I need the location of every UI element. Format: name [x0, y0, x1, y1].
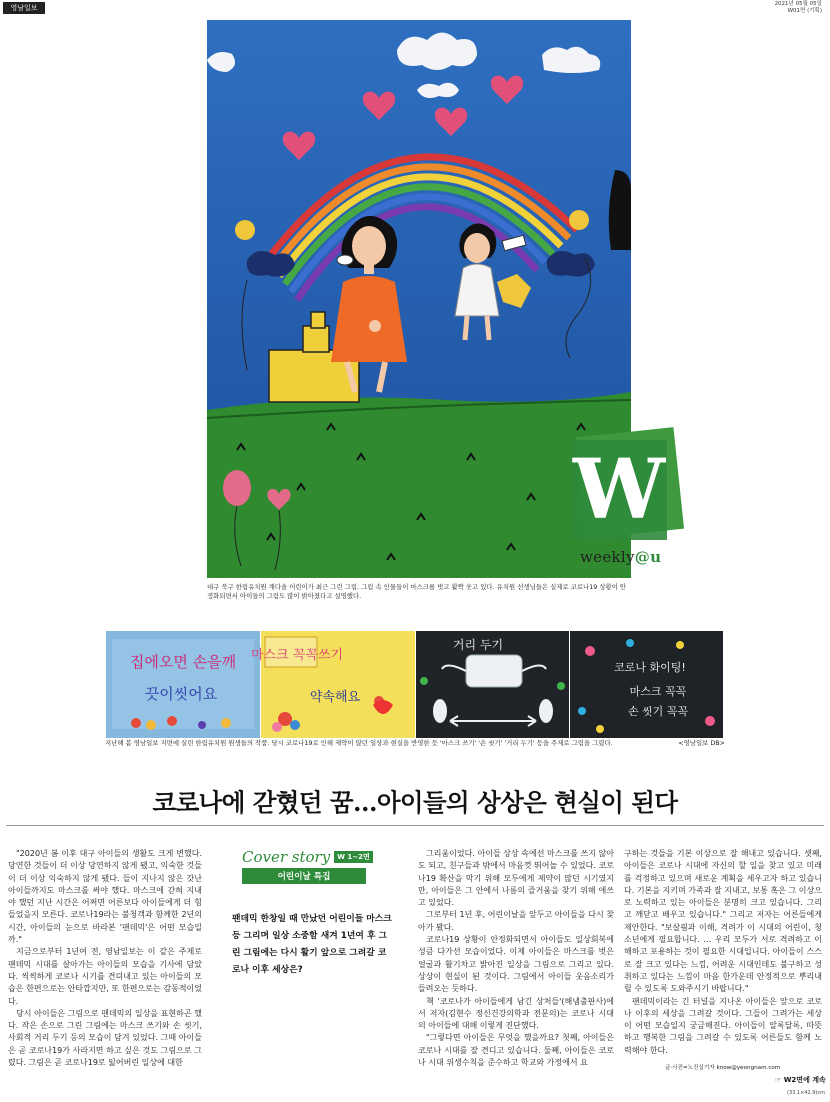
strip-caption: 지난해 봄 영남일보 지면에 실린 한림유치원 원생들의 작품. 당시 코로나19로 인해 제약이 많던 일상과 현실을 반영한 듯 '마스크 쓰기' '손 씻기' '거리 두기' 등을 주제로 그림을 그렸다. — [105, 739, 613, 747]
weekly-logo — [571, 428, 683, 550]
divider — [6, 825, 824, 826]
byline: 글·사진=노진실기자 know@yeongnam.com — [665, 1065, 781, 1071]
panel-distance-title: 거리 두기 — [452, 638, 504, 652]
headline: 코로나에 갇혔던 꿈…아이들의 상상은 현실이 된다 — [152, 788, 678, 817]
paragraph: 당시 아이들은 그림으로 팬데믹의 일상을 표현하곤 했다. 작은 손으로 그린 그림에는 마스크 쓰기와 손 씻기, 사회적 거리 두기 등의 모습이 담겨 있었다. 그때 아이들은 곧 코로나19가 사라지면 하고 싶은 것도 그림으로 그렸다. 그림은 곧 코로나19로 잃어버린 일상에 대한 — [8, 1008, 202, 1068]
lede: 팬데믹 한창일 때 만났던 어린이들 마스크 등 그리며 일상 소중함 새겨 1년여 후 그린 그림에는 다시 활기 앞으로 그려갈 코로나 이후 세상은? — [232, 914, 392, 975]
panel-fighting-line2: 마스크 꼭꼭 — [629, 685, 687, 698]
panel-fighting — [570, 631, 723, 738]
article-column-4 — [624, 848, 822, 1057]
dateline — [775, 1, 822, 15]
issue-date: 2021년 05월 05일 — [774, 1, 822, 7]
paragraph: 그리움이었다. 아이들 상상 속에선 마스크를 쓰지 않아도 되고, 친구들과 밖에서 마음껏 뛰어놀 수 있었다. 코로나19 확산을 막기 위해 모두에게 제약이 많던 시기였지만, 아이들은 그 안에서 나름의 즐거움을 찾기 위해 애쓰고 있었다. — [418, 849, 614, 908]
panel-handwash-line2: 끗이씻어요 — [144, 685, 218, 703]
weekly-wordmark — [580, 548, 661, 566]
panel-mask-line2: 약속해요 — [309, 690, 361, 705]
paragraph: "2020년 봄 이후 대구 아이들의 생활도 크게 변했다. 당연한 것들이 더 이상 당연하지 않게 됐고, 익숙한 것들이 더 이상 익숙하지 않게 됐다. 들이 지나지 않은 갓난아이들까지도 마스크를 써야 했다. 마스크에 갇혀 지내야 했던 지난 시간은 어쩌면 어른보다 아이들에게 더 힘들었을지 모른다. 코로나19라는 불청객과 함께한 2년의 시간, 아이들의 눈으로 바라본 '팬데믹'은 어떤 모습일까." — [8, 849, 202, 945]
cover-story-box — [242, 848, 386, 884]
panel-handwash — [106, 631, 260, 738]
size-note: (33.1×42.9)cm — [787, 1090, 825, 1096]
cover-story-title: Cover story — [242, 848, 331, 866]
paragraph: 구하는 것들을 기본 이상으로 잘 해내고 있습니다. 셋째, 아이들은 코로나 시대에 자신의 할 일을 찾고 있고 미래를 걱정하고 있으며 새로운 계획을 세우고자 하고 있습니다. 기본을 지키며 가족과 잘 지내고, 보통 혹은 그 이상으로 노력하고 있는 아이들은 분명히 크고 있습니다. 그리고 깨닫고 배우고 있습니다." 그리고 저자는 어른들에게 제안한다. "보살핌과 이해, 격려가 이 시대의 어린이, 청소년에게 필요합니다. … 우리 모두가 서로 격려하고 이해하고 포용하는 것이 필요한 시대입니다. 아이들이 스스로 잘 크고 있다는 느낌, 어려운 시대인데도 불구하고 성취하고 있다는 느낌이 마음 한가운데 안정적으로 뿌리내릴 수 있도록 도와주시기 바랍니다." — [624, 849, 822, 994]
continued-note: ☞ W2면에 계속 — [775, 1076, 826, 1084]
weekly-wordmark-text: weekly — [580, 548, 635, 566]
strip-caption-row — [105, 739, 725, 748]
paragraph: 지금으로부터 1년여 전, 영남일보는 이 같은 주제로 팬데믹 시대를 살아가는 아이들의 모습을 기사에 담았다. 씩씩하게 코로나 시기를 견뎌내고 있는 아이들의 모습은 한편으로는 안타깝지만, 또 한편으로는 감동적이었다. — [8, 947, 202, 1006]
paragraph: 그로부터 1년 후, 어린이날을 앞두고 아이들을 다시 찾아가 봤다. — [418, 910, 614, 932]
hero-caption: 대구 북구 한림유치원 계다솔 어린이가 최근 그린 그림. 그림 속 인물들이 마스크를 벗고 활짝 웃고 있다. 유치원 선생님들은 실제로 코로나19 상황이 안정화되면서 아이들의 그림도 많이 밝아졌다고 설명했다. — [207, 583, 627, 601]
panel-distance — [416, 631, 569, 738]
masthead: 영남일보 — [3, 2, 45, 14]
weekly-logo-letter: W — [572, 442, 666, 538]
hero-drawing — [207, 20, 631, 578]
paragraph: "그렇다면 아이들은 무엇을 했을까요? 첫째, 아이들은 코로나 시대를 잘 견디고 있습니다. 둘째, 아이들은 코로나 시대 위생수칙을 준수하고 학교와 가정에서 요 — [418, 1033, 614, 1068]
panel-fighting-line1: 코로나 화이팅! — [614, 661, 686, 674]
cover-story-pages: W 1~2면 — [334, 851, 373, 863]
weekly-wordmark-at: @u — [634, 548, 662, 566]
article-column-3 — [418, 848, 614, 1069]
panel-fighting-line3: 손 씻기 꼭꼭 — [627, 705, 689, 718]
paragraph: 팬데믹이라는 긴 터널을 지나온 아이들은 앞으로 코로나 이후의 세상을 그려갈 것이다. 그들이 그려가는 세상이 어떤 모습일지 궁금해진다. 아이들이 알록달록, 따뜻하고 행복한 그림을 그려갈 수 있도록 어른들도 함께 노력해야 한다. — [624, 996, 822, 1055]
panel-handwash-line1: 집에오면 손을깨 — [129, 653, 237, 671]
strip-credit: <영남일보 DB> — [678, 739, 725, 747]
article-column-1 — [8, 848, 202, 1069]
page-number: W01면 (기획) — [787, 8, 822, 14]
paragraph: 코로나19 상황이 안정화되면서 아이들도 일상회복에 성큼 다가선 모습이었다. 이제 아이들은 마스크를 벗은 얼굴과 활기차고 밝아진 일상을 그림으로 그리고 있다. 상상이 현실이 된 것이다. 그림에서 아이들 웃음소리가 들려오는 듯하다. — [418, 935, 614, 994]
cover-story-special: 어린이날 특집 — [242, 868, 366, 884]
paragraph: 책 '코로나가 아이들에게 남긴 상처들'(해냄출판사)에서 저자(김현수 정신건강의학과 전문의)는 코로나 시대의 아이들에 대해 이렇게 진단했다. — [418, 996, 614, 1031]
panel-mask-line1: 마스크 꼭꼭쓰기 — [250, 648, 344, 663]
panel-mask — [250, 631, 415, 738]
